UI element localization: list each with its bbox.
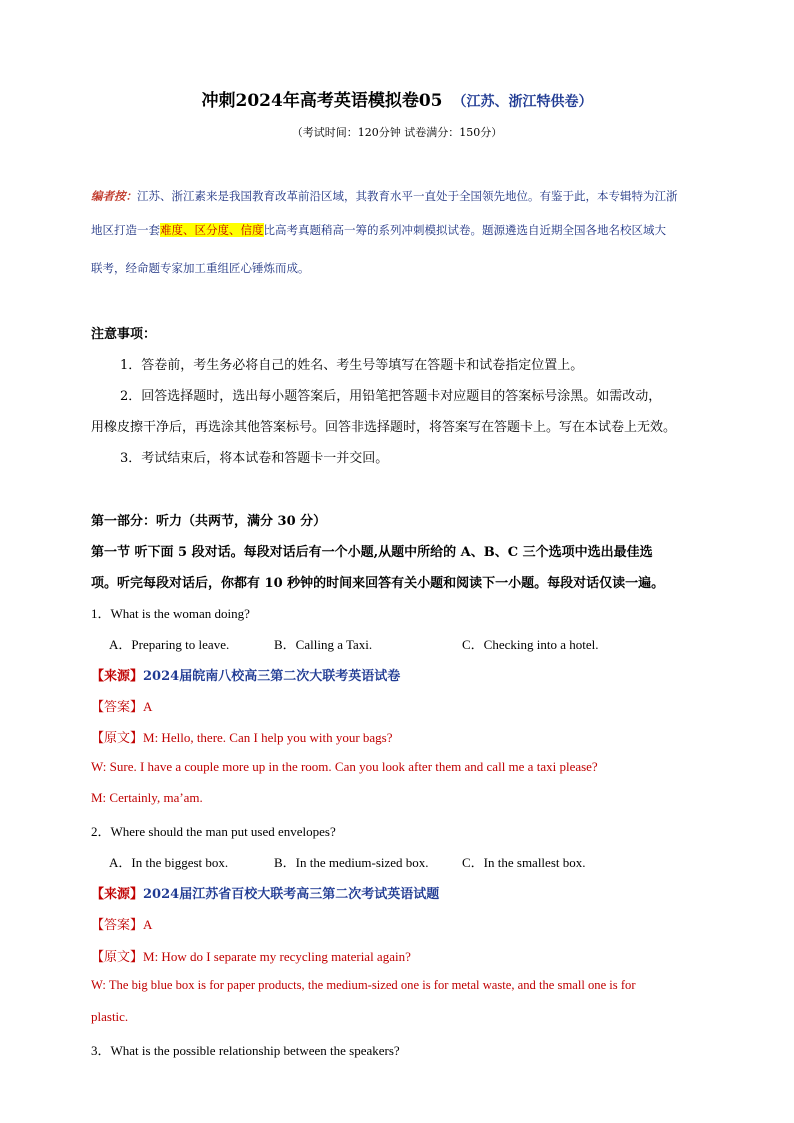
editor-note-text-2b: 比高考真题稍高一筹的系列冲刺模拟试卷。题源遴选自近期全国各地名校区域大 (263, 223, 666, 237)
question-2-option-b: B．In the medium-sized box. (274, 855, 429, 870)
source-text: 2024届江苏省百校大联考高三第二次考试英语试题 (143, 887, 440, 902)
page-title (0, 86, 794, 111)
editor-note-text-3: 联考，经命题专家加工重组匠心锤炼而成。 (91, 261, 310, 275)
editor-note-text-2a: 地区打造一套 (91, 223, 160, 237)
question-2-transcript-2: W: The big blue box is for paper products, the medium-sized one is for metal waste, and the small one is for (91, 978, 636, 992)
answer-tag: 【答案】 (91, 917, 144, 932)
question-2-option-c: C．In the smallest box. (462, 855, 586, 870)
editor-note-label: 编者按： (91, 189, 137, 203)
title-sub: （江苏、浙江特供卷） (452, 94, 593, 110)
section-intro-1: 第一节 听下面 5 段对话。每段对话后有一个小题,从题中所给的 A、B、C 三个选项中选出最佳选 (91, 545, 653, 560)
answer-tag: 【答案】 (91, 699, 144, 714)
question-1-option-a: A．Preparing to leave. (109, 637, 230, 652)
source-tag: 【来源】 (91, 887, 144, 902)
notes-item-1: 1．答卷前，考生务必将自己的姓名、考生号等填写在答题卡和试卷指定位置上。 (120, 358, 584, 373)
exam-info: （考试时间：120分钟 试卷满分：150分） (291, 126, 503, 139)
question-2-answer (91, 914, 152, 933)
question-1-option-c: C．Checking into a hotel. (462, 637, 599, 652)
question-1-option-b: B．Calling a Taxi. (274, 637, 373, 652)
question-3-stem: 3．What is the possible relationship between the speakers? (91, 1043, 400, 1058)
notes-item-2a: 2．回答选择题时，选出每小题答案后，用铅笔把答题卡对应题目的答案标号涂黑。如需改动， (120, 389, 662, 404)
transcript-text: M: Hello, there. Can I help you with your bags? (143, 730, 393, 745)
source-tag: 【来源】 (91, 669, 144, 684)
transcript-tag: 【原文】 (91, 949, 144, 964)
transcript-text: M: How do I separate my recycling material again? (143, 949, 411, 964)
notes-item-2b: 用橡皮擦干净后，再选涂其他答案标号。回答非选择题时，将答案写在答题卡上。写在本试卷上无效。 (91, 420, 677, 435)
question-2-option-a: A．In the biggest box. (109, 855, 229, 870)
transcript-tag: 【原文】 (91, 730, 144, 745)
question-1-transcript-3: M: Certainly, ma’am. (91, 790, 203, 805)
editor-note-highlight: 难度、区分度、信度 (160, 223, 264, 237)
source-text: 2024届皖南八校高三第二次大联考英语试卷 (143, 669, 401, 684)
question-2-stem: 2．Where should the man put used envelopes? (91, 824, 336, 839)
question-2-transcript-1 (91, 946, 411, 965)
answer-value: A (143, 699, 153, 714)
question-2-source (91, 883, 439, 902)
editor-note-line-1 (91, 188, 678, 204)
editor-note-text-1: 江苏、浙江素来是我国教育改革前沿区域，其教育水平一直处于全国领先地位。有鉴于此，本专辑特为江浙 (137, 189, 678, 203)
answer-value: A (143, 917, 153, 932)
notes-item-3: 3．考试结束后，将本试卷和答题卡一并交回。 (120, 451, 389, 466)
editor-note-line-3 (91, 260, 310, 276)
title-main: 冲刺2024年高考英语模拟卷05 (201, 91, 443, 111)
question-1-answer (91, 696, 152, 715)
question-2-transcript-3: plastic. (91, 1009, 129, 1024)
question-1-transcript-1 (91, 727, 393, 746)
question-1-transcript-2: W: Sure. I have a couple more up in the room. Can you look after them and call me a taxi please? (91, 759, 598, 774)
question-1-stem: 1．What is the woman doing? (91, 606, 250, 621)
section-part-one: 第一部分：听力（共两节，满分 30 分） (91, 514, 327, 529)
question-1-source (91, 665, 400, 684)
editor-note-line-2 (91, 222, 666, 238)
section-intro-2: 项。听完每段对话后，你都有 10 秒钟的时间来回答有关小题和阅读下一小题。每段对话仅读一遍。 (91, 576, 665, 591)
notes-heading: 注意事项： (91, 327, 157, 342)
